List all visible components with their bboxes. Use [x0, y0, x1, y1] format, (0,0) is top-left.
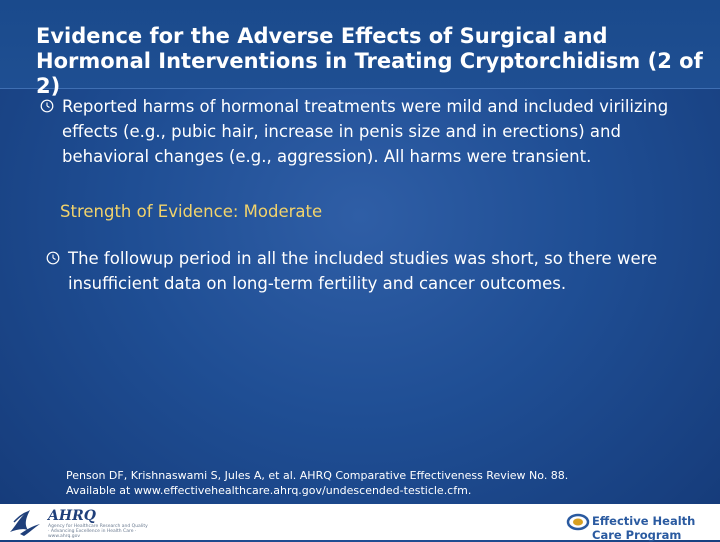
hhs-eagle-icon: [6, 506, 44, 542]
slide-title: Evidence for the Adverse Effects of Surgical and Hormonal Interventions in Treating Cryptorchidism (2 of 2): [36, 24, 703, 98]
ehc-swoosh-icon: [566, 511, 590, 537]
ehc-program-label: Effective Health Care Program: [592, 514, 696, 542]
footer-bar: [0, 504, 720, 540]
citation: [66, 468, 666, 498]
clock-bullet-icon: [40, 94, 62, 113]
bullet-text: The followup period in all the included studies was short, so there were insufficient data on long-term fertility and cancer outcomes.: [68, 249, 658, 293]
ahrq-logo: AHRQ: [48, 508, 96, 524]
bullet-text: Reported harms of hormonal treatments were mild and included virilizing effects (e.g., pubic hair, increase in penis size and in erections) and behavioral changes (e.g., aggression). All harms were transient.: [62, 97, 669, 166]
citation-line: Available at www.effectivehealthcare.ahrq.gov/undescended-testicle.cfm.: [66, 484, 472, 497]
bullet-followup-period: [46, 246, 686, 296]
bullet-harms-hormonal: [40, 94, 690, 169]
citation-line: Penson DF, Krishnaswami S, Jules A, et al. AHRQ Comparative Effectiveness Review No. 88.: [66, 469, 569, 482]
clock-bullet-icon: [46, 246, 68, 265]
ahrq-tagline: Agency for Healthcare Research and Quality · Advancing Excellence in Health Care · www.ahrq.gov: [48, 524, 148, 539]
strength-of-evidence: Strength of Evidence: Moderate: [60, 202, 323, 221]
